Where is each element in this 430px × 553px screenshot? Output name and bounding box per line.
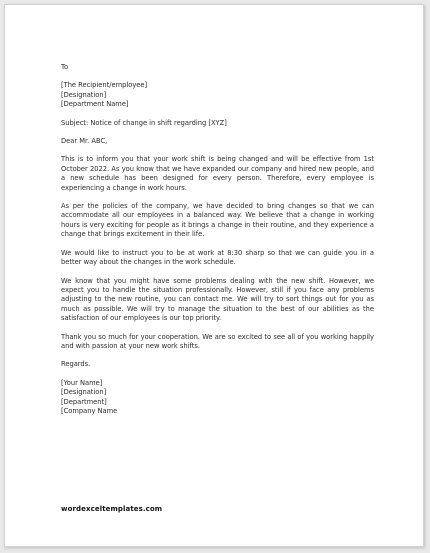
salutation-block — [61, 137, 374, 146]
recipient-name: [The Recipient/employee] — [61, 81, 148, 90]
subject-line: Subject: Notice of change in shift regarding [XYZ] — [61, 118, 227, 127]
subject-block — [61, 119, 374, 128]
sender-department: [Department] — [61, 397, 107, 406]
to-line — [61, 63, 374, 72]
sender-company: [Company Name — [61, 406, 118, 415]
letter-body — [61, 63, 374, 425]
paragraph-2: As per the policies of the company, we have decided to bring changes so that we can accommodate all our employees in a balanced way. We believe that a change in working hours is very exciting for people as it brings a change in their routine, and they experience a change that brings excitement in their life. — [61, 202, 374, 239]
recipient-block — [61, 81, 374, 109]
paragraph-4: We know that you might have some problems dealing with the new shift. However, we expect you to handle the situation professionally. However, still if you face any problems adjusting to the new routine, you can contact me. We will try to sort things out for you as much as possible. We will try to manage the situation to the best of our abilities as the satisfaction of our employees is our top priority. — [61, 276, 374, 323]
sender-designation: [Designation] — [61, 388, 107, 397]
footer-site-link[interactable]: wordexceltemplates.com — [61, 505, 163, 513]
paragraph-5: Thank you so much for your cooperation. We are so excited to see all of you working happily and with passion at your new work shifts. — [61, 332, 374, 350]
salutation: Dear Mr. ABC, — [61, 137, 108, 146]
paragraph-3: We would like to instruct you to be at work at 8:30 sharp so that we can guide you in a better way about the changes in the work schedule. — [61, 248, 374, 267]
to-label: To — [61, 63, 69, 71]
closing: Regards. — [61, 360, 91, 369]
recipient-designation: [Designation] — [61, 90, 107, 99]
recipient-department: [Department Name] — [61, 100, 129, 109]
sender-name: [Your Name] — [61, 378, 103, 387]
closing-block — [61, 360, 374, 369]
paragraph-1: This is to inform you that your work shift is being changed and will be effective from 1st October 2022. As you know that we have expanded our company and hired new people, and a new schedule has been designed for every person. Therefore, every employee is experiencing a change in work hours. — [61, 155, 374, 192]
sender-block — [61, 379, 374, 417]
letter-page — [4, 4, 424, 547]
